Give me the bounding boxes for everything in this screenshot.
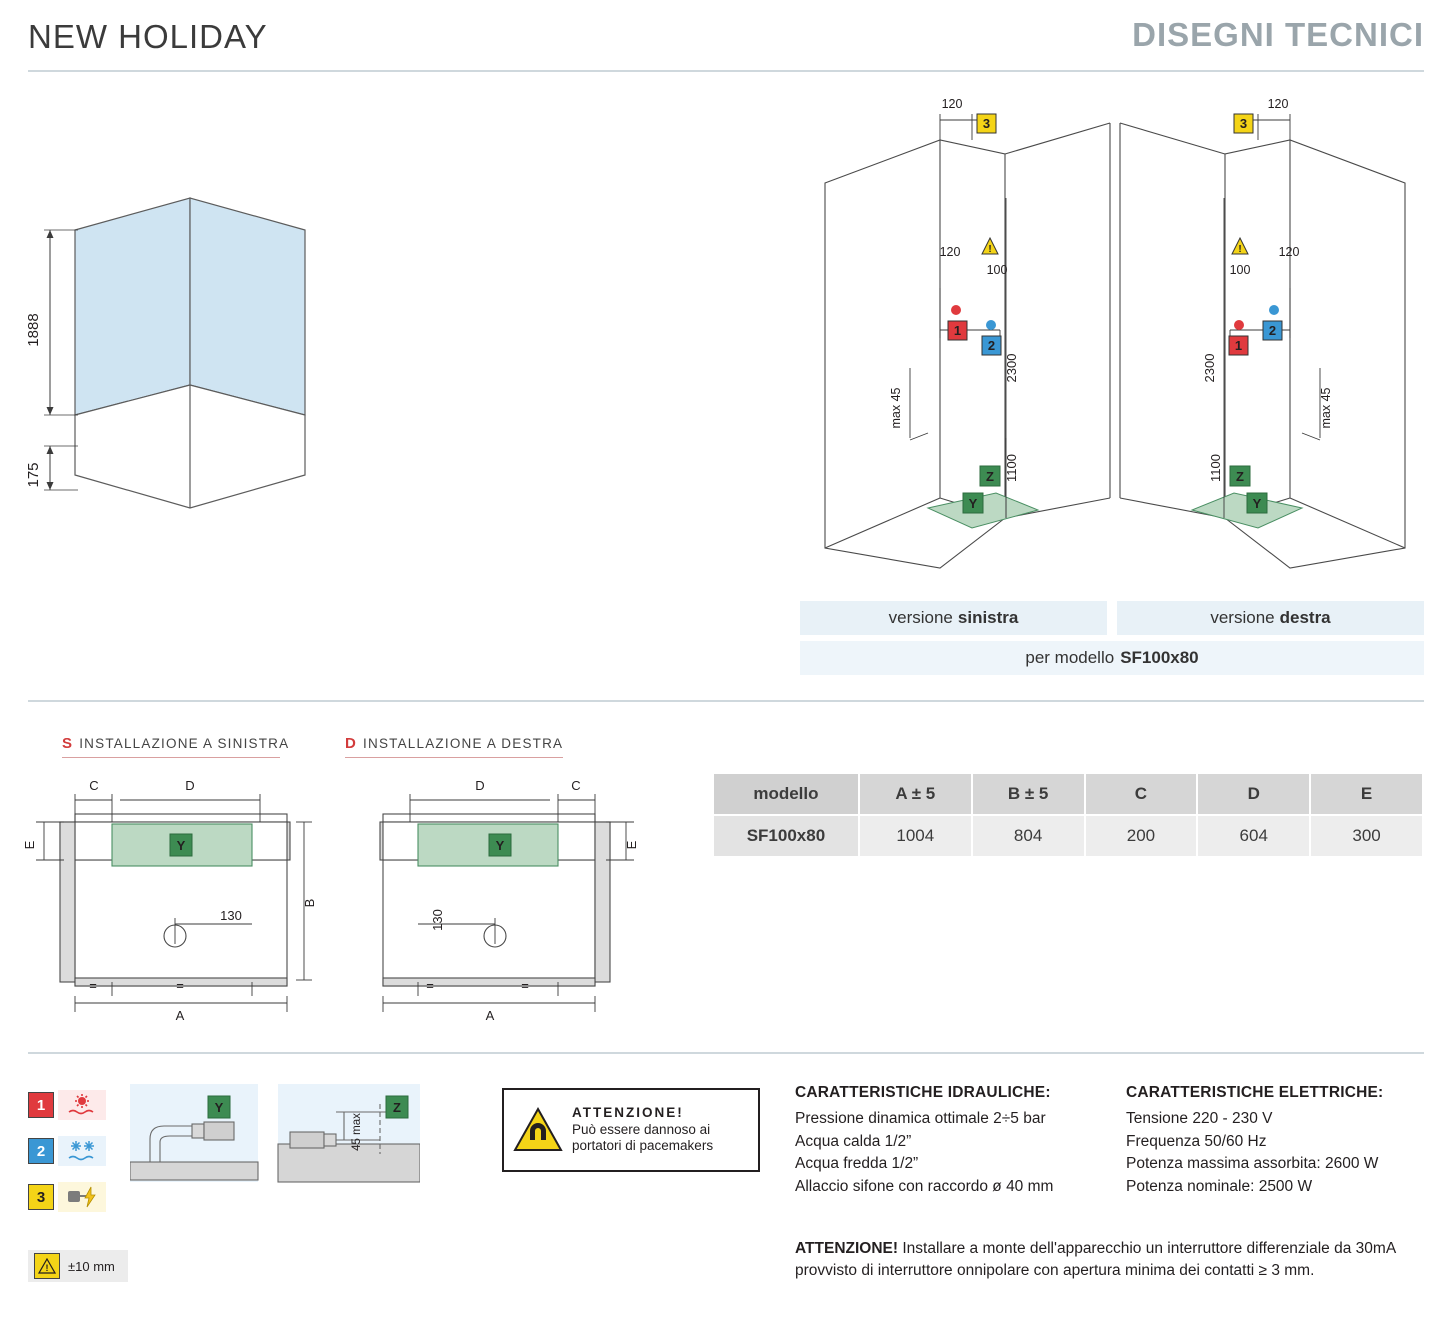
panel-base-dim: 175 [25,462,42,488]
install-left-text: INSTALLAZIONE A SINISTRA [79,736,290,751]
plan-right-dim-e: E [624,840,639,850]
dim-120-left: 120 [939,245,961,259]
install-right-rule [345,757,563,758]
zone-z-left: Z [986,469,994,484]
electric-line-4: Potenza nominale: 2500 W [1126,1177,1313,1195]
hose-label-y: Y [214,1100,224,1115]
badge-3-left: 3 [982,116,991,131]
pacemaker-warning-icon [512,1104,564,1156]
caption-version-left [800,601,1107,635]
electric-line-1: Tensione 220 - 230 V [1126,1110,1273,1128]
zone-y-left: Y [968,496,978,511]
model-bar-strong: SF100x80 [1120,648,1199,667]
panel-height-dim: 1888 [25,313,42,347]
plan-right-dim-130: 130 [430,909,445,931]
plan-right-dim-c: C [571,778,581,793]
tolerance-label: ±10 mm [68,1258,115,1274]
page-title: NEW HOLIDAY [28,18,268,55]
footer-warning-note [795,1238,1435,1281]
plan-left-eq-1: = [89,978,97,993]
th-d: D [1197,773,1310,815]
page-subtitle: DISEGNI TECNICI [1132,16,1424,53]
caption-version-right [1117,601,1424,635]
version-drawings [800,78,1430,598]
hydraulic-title: CARATTERISTICHE IDRAULICHE: [795,1084,1051,1101]
th-a: A ± 5 [859,773,972,815]
th-c: C [1085,773,1198,815]
install-left-rule [62,757,280,758]
dim-top-120-left: 120 [941,97,963,111]
caption-version-left-strong: sinistra [957,608,1019,627]
dim-max45-left: max 45 [889,387,903,429]
th-e: E [1310,773,1423,815]
th-modello: modello [713,773,859,815]
plan-right-zone-y: Y [495,838,505,853]
footer-warning-strong: ATTENZIONE! [795,1240,899,1257]
plan-left-zone-y: Y [176,838,186,853]
table-row [713,815,1423,857]
plan-right-eq-2: = [521,978,529,993]
td-c: 200 [1085,815,1198,857]
install-right-key: D [345,735,358,752]
table-header-row [713,773,1423,815]
plan-right-dim-d: D [475,778,485,793]
pacemaker-warning-line1: Può essere dannoso ai [572,1121,711,1137]
page-header [28,10,1424,72]
model-bar-prefix: per modello [1025,648,1115,667]
section-divider-2 [28,1052,1424,1054]
dim-top-120-right: 120 [1267,97,1289,111]
th-b: B ± 5 [972,773,1085,815]
pacemaker-warning-title: ATTENZIONE! [572,1105,684,1121]
hydraulic-line-3: Acqua fredda 1/2” [795,1155,919,1173]
electric-specs [1126,1082,1445,1198]
caption-version-right-prefix: versione [1210,608,1275,627]
footer-warning-text: Installare a monte dell'apparecchio un interruttore differenziale da 30mA provvisto di interruttore onnipolare con apertura minima dei contatti ≥ 3 mm. [795,1240,1396,1279]
badge-1-right: 1 [1234,338,1243,353]
hydraulic-line-1: Pressione dinamica ottimale 2÷5 bar [795,1110,1046,1128]
td-b: 804 [972,815,1085,857]
install-left-label [62,735,289,752]
install-left-key: S [62,735,74,752]
svg-text:!: ! [45,1263,49,1273]
dim-100-right: 100 [1229,263,1251,277]
panel-elevation-drawing [20,190,380,590]
electric-line-3: Potenza massima assorbita: 2600 W [1126,1155,1379,1173]
caption-version-right-strong: destra [1279,608,1331,627]
electric-line-2: Frequenza 50/60 Hz [1126,1132,1267,1150]
plan-views-drawing [20,768,660,1038]
dim-2300-left: 2300 [1004,353,1019,383]
dim-100-left: 100 [986,263,1008,277]
hydraulic-line-2: Acqua calda 1/2” [795,1132,912,1150]
svg-text:!: ! [988,244,992,255]
legend-item-electric [28,1182,106,1212]
electric-title: CARATTERISTICHE ELETTRICHE: [1126,1084,1384,1101]
plan-left-dim-b: B [302,898,317,908]
plan-left-dim-e: E [22,840,37,850]
plan-right-eq-1: = [426,978,434,993]
td-a: 1004 [859,815,972,857]
hydraulic-specs [795,1082,1125,1198]
dim-1100-right: 1100 [1208,454,1223,482]
plan-left-dim-130: 130 [220,908,242,923]
cold-water-icon [58,1136,106,1166]
pacemaker-warning-box [502,1088,760,1172]
td-d: 604 [1197,815,1310,857]
electric-plug-icon [58,1182,106,1212]
td-model: SF100x80 [713,815,859,857]
zone-y-right: Y [1252,496,1262,511]
hose-detail-drawings [130,1084,420,1194]
legend-item-cold-water [28,1136,106,1166]
hose-dim-45max: 45 max [351,1113,363,1151]
dim-max45-right: max 45 [1319,387,1333,429]
warning-triangle-icon [34,1253,60,1279]
legend-item-tolerance [28,1250,128,1282]
plan-left-eq-2: = [176,978,184,993]
badge-2-left: 2 [987,338,996,353]
dim-2300-right: 2300 [1202,353,1217,383]
dim-120-right: 120 [1278,245,1300,259]
svg-text:!: ! [1238,244,1242,255]
section-divider-1 [28,700,1424,702]
plan-right-dim-a: A [485,1008,495,1023]
legend-badge-2: 2 [28,1138,54,1164]
badge-1-left: 1 [953,323,962,338]
install-right-label [345,735,563,752]
legend-badge-1: 1 [28,1092,54,1118]
caption-version-left-prefix: versione [888,608,953,627]
badge-2-right: 2 [1268,323,1277,338]
hydraulic-line-4: Allaccio sifone con raccordo ø 40 mm [795,1177,1054,1195]
pacemaker-warning-line2: portatori di pacemakers [572,1138,714,1154]
dim-1100-left: 1100 [1004,454,1019,482]
legend-item-hot-water [28,1090,106,1120]
plan-left-dim-c: C [89,778,99,793]
badge-3-right: 3 [1239,116,1248,131]
legend-badge-3: 3 [28,1184,54,1210]
model-dimensions-table [712,772,1424,858]
td-e: 300 [1310,815,1423,857]
caption-model-bar [800,641,1424,675]
hose-label-z: Z [393,1100,401,1115]
install-right-text: INSTALLAZIONE A DESTRA [363,736,564,751]
plan-left-dim-d: D [185,778,195,793]
zone-z-right: Z [1236,469,1244,484]
plan-left-dim-a: A [175,1008,185,1023]
hot-water-icon [58,1090,106,1120]
